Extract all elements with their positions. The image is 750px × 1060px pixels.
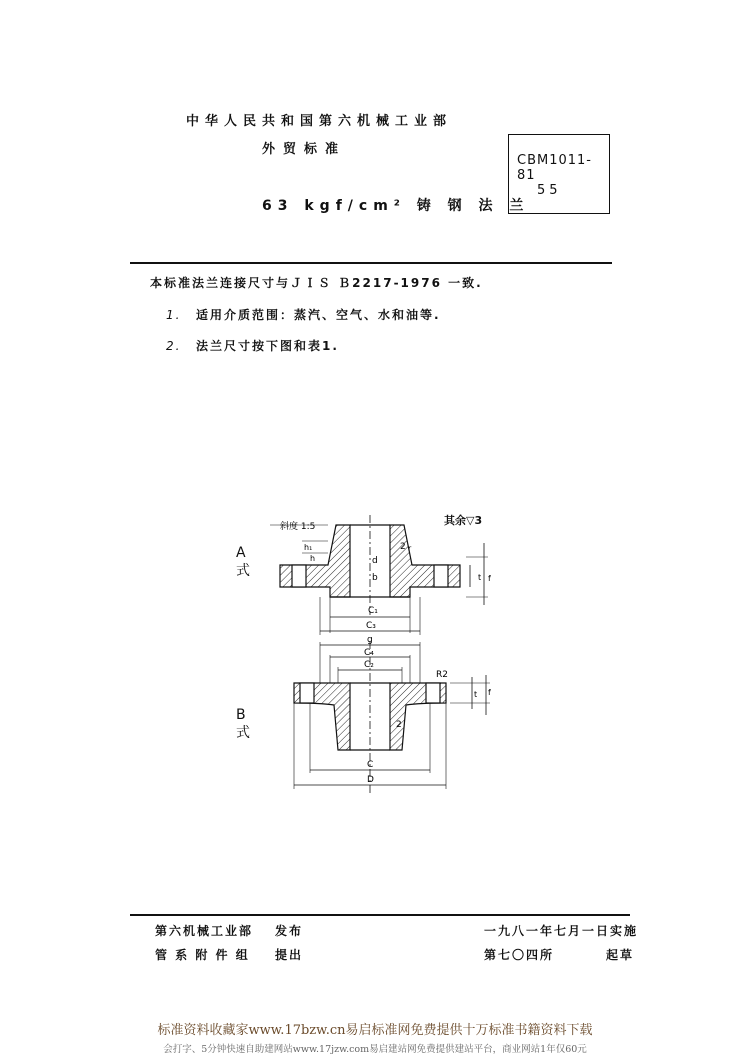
- surface-finish-note: 其余▽3: [444, 514, 483, 527]
- dim-f-b: f: [488, 688, 491, 697]
- standard-category: 外贸标准: [262, 142, 347, 157]
- watermark-line-1: 标准资料收藏家www.17bzw.cn易启标准网免费提供十万标准书籍资料下载: [157, 1023, 593, 1038]
- proposer: 管 系 附 件 组: [155, 948, 250, 962]
- standard-code: CBM1011-81: [517, 153, 592, 183]
- ministry-heading: 中华人民共和国第六机械工业部: [186, 114, 453, 129]
- dim-r-a: r: [408, 544, 412, 553]
- dim-d-a: d: [372, 556, 378, 566]
- dim-h1-a: h₁: [304, 543, 313, 552]
- page-number: 55: [537, 183, 562, 198]
- watermark-line-2: 会打字、5分钟快速自助建网站www.17jzw.com易启建站网免费提供建站平台，商业网站1年仅60元: [163, 1044, 587, 1055]
- dim-r2-b: R2: [436, 670, 448, 680]
- form-b-section: [294, 641, 490, 795]
- footer-divider: [130, 914, 630, 916]
- propose-label: 提出: [275, 948, 304, 962]
- dim-c2-b: C₂: [364, 660, 374, 670]
- effective-date: 一九八一年七月一日实施: [484, 924, 639, 938]
- dim-f-a: f: [488, 574, 491, 583]
- dim-2-b: 2: [396, 720, 402, 730]
- dim-d-b: D: [367, 775, 374, 785]
- dim-c4-b: C₄: [364, 648, 374, 658]
- dim-g-b: g: [367, 635, 373, 645]
- header-divider: [130, 262, 612, 264]
- form-a-label: A 式: [236, 545, 250, 579]
- list-item-number: 1.: [166, 308, 182, 322]
- list-item: [166, 306, 441, 323]
- issue-label: 发布: [275, 924, 304, 938]
- document-title: 63 kgf/cm² 铸 钢 法 兰: [262, 198, 530, 214]
- dim-c1-a: C₁: [368, 606, 378, 616]
- dim-t-a: t: [478, 573, 482, 582]
- form-b-label: B 式: [236, 707, 250, 741]
- issuer: 第六机械工业部: [155, 924, 254, 938]
- dim-h-a: h: [310, 554, 316, 563]
- intro-paragraph: 本标准法兰连接尺寸与ＪＩＳ Ｂ2217-1976 一致.: [150, 276, 483, 290]
- slope-label: 斜度 1:5: [280, 522, 316, 532]
- dim-2-a: 2: [400, 542, 406, 552]
- list-item-text: 适用介质范围：蒸汽、空气、水和油等.: [196, 308, 441, 322]
- drafter: 第七〇四所: [484, 948, 555, 962]
- form-a-section: [270, 515, 488, 635]
- flange-drawing: [230, 505, 520, 805]
- list-item: [166, 337, 339, 354]
- dim-t-b: t: [474, 690, 478, 699]
- dim-c3-a: C₃: [366, 621, 376, 631]
- draft-label: 起草: [606, 948, 635, 962]
- list-item-text: 法兰尺寸按下图和表1.: [196, 339, 339, 353]
- standard-code-box: [508, 134, 610, 214]
- list-item-number: 2.: [166, 339, 182, 353]
- dim-c-b: C: [367, 760, 374, 770]
- dim-b-a: b: [372, 573, 378, 583]
